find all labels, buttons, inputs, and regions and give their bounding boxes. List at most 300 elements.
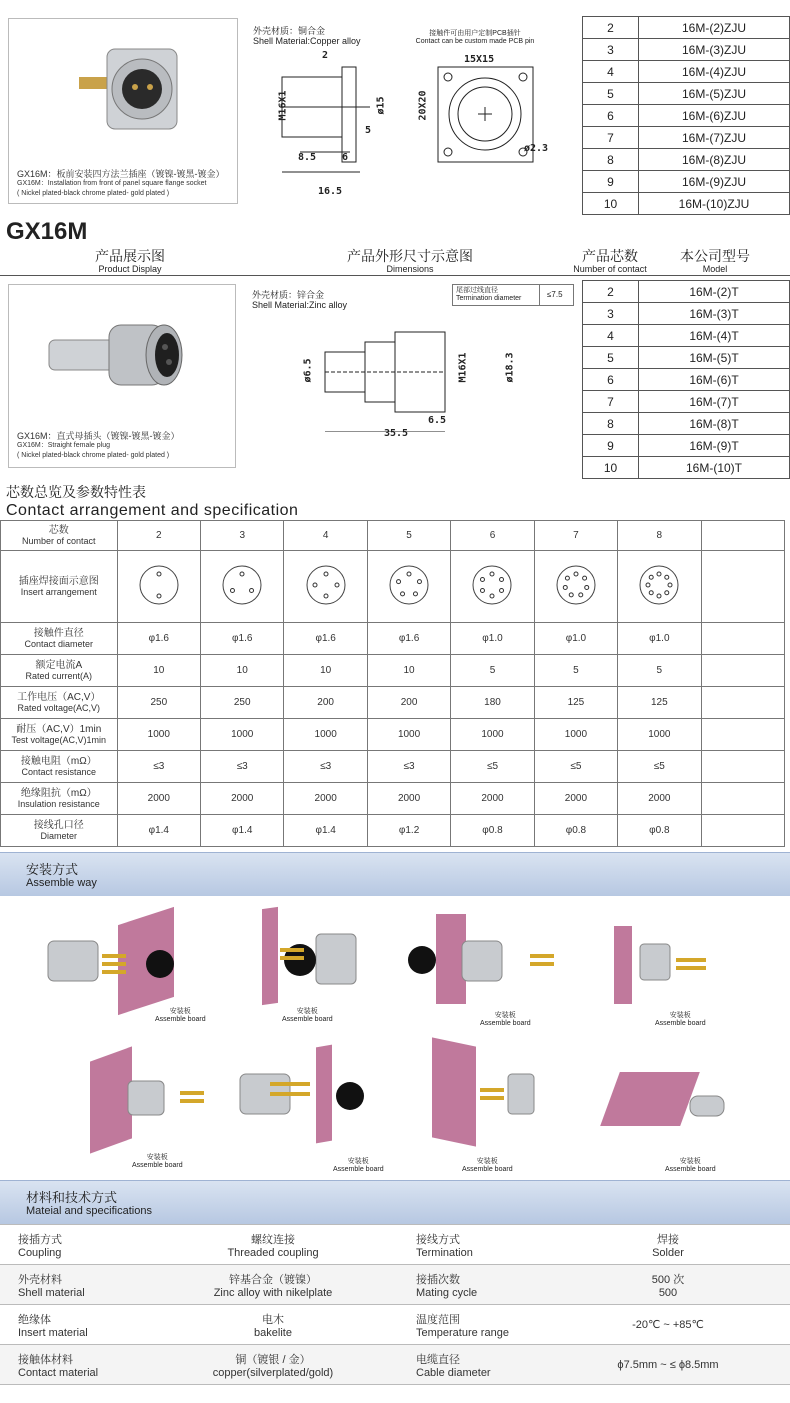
value-cell: 2000: [284, 783, 367, 815]
board-label-6-en: Assemble board: [333, 1166, 384, 1173]
model-cell: 16M-(9)ZJU: [639, 171, 790, 193]
material-a-en: Insert material: [18, 1326, 88, 1339]
value-cell: φ1.6: [367, 623, 450, 655]
model-row: [583, 325, 790, 347]
row-header: [1, 751, 118, 783]
value-cell: 1000: [534, 719, 617, 751]
material-row: [0, 1305, 790, 1345]
dim-15x15: 15X15: [464, 54, 495, 65]
material-c-en: Mating cycle: [416, 1286, 478, 1299]
material-a-cn: 绝缘体: [18, 1313, 51, 1326]
contact-title-en: Contact arrangement and specification: [6, 502, 299, 519]
model-cell: 16M-(3)ZJU: [639, 39, 790, 61]
shell-cn: 外壳材质：铜合金: [253, 26, 326, 36]
value-cell: 2000: [451, 783, 534, 815]
board-label-1-en: Assemble board: [155, 1016, 206, 1023]
value-cell: 2000: [367, 783, 450, 815]
top-row: [0, 0, 790, 212]
contact-count-cell: 6: [583, 369, 639, 391]
header-contact-cn: 产品芯数: [582, 248, 638, 264]
header-divider: [0, 275, 790, 276]
pcb-note: [400, 30, 550, 46]
dim-35-5: 35.5: [384, 428, 409, 439]
materials-title-cn: 材料和技术方式: [26, 1190, 118, 1205]
value-cell: 10: [201, 655, 284, 687]
board-label-5-en: Assemble board: [132, 1162, 183, 1169]
value-cell: φ1.0: [451, 623, 534, 655]
header-model-cn: 本公司型号: [680, 248, 750, 264]
value-cell: φ1.4: [201, 815, 284, 847]
caption-en1: GX16M：Installation from front of panel square flange socket: [17, 180, 207, 187]
board-label-5-cn: 安装板: [146, 1154, 168, 1161]
contact-count-cell: 10: [583, 457, 639, 479]
row-header-en: Insulation resistance: [17, 798, 100, 809]
model-row: [583, 457, 790, 479]
term-value: ≤7.5: [547, 290, 563, 299]
material-cell-b: [148, 1305, 398, 1345]
value-cell: [701, 751, 784, 783]
material-c-cn: 接线方式: [416, 1233, 460, 1246]
flange-socket-image: [9, 29, 237, 159]
dim-6-5a: ø6.5: [302, 358, 314, 383]
row-header-en: Test voltage(AC,V)1min: [11, 734, 107, 745]
model-row: [583, 281, 790, 303]
mid-caption: [17, 431, 235, 461]
value-cell: ≤3: [367, 751, 450, 783]
value-cell: [701, 687, 784, 719]
mid-caption-cn: GX16M：直式母插头（镀镍-镀黑-镀金）: [17, 431, 180, 441]
row-header-en: Contact diameter: [24, 638, 94, 649]
material-c-en: Termination: [416, 1246, 473, 1259]
material-a-cn: 接插方式: [18, 1233, 62, 1246]
contact-count-cell: 4: [583, 325, 639, 347]
material-cell-a: [0, 1345, 148, 1385]
value-cell: [618, 551, 701, 623]
model-row: [583, 171, 790, 193]
shell-material: [253, 26, 361, 46]
value-cell: 6: [451, 521, 534, 551]
value-cell: 1000: [367, 719, 450, 751]
value-cell: φ0.8: [618, 815, 701, 847]
material-cell-a: [0, 1305, 148, 1345]
model-cell: 16M-(8)ZJU: [639, 149, 790, 171]
dim-18-3: ø18.3: [504, 352, 516, 383]
value-cell: 10: [367, 655, 450, 687]
model-row: [583, 17, 790, 39]
row-header-cn: 工作电压（AC,V）: [17, 691, 101, 703]
material-b-en: bakelite: [254, 1326, 292, 1339]
value-cell: [534, 551, 617, 623]
materials-table: [0, 1224, 790, 1385]
board-label-1: [155, 1008, 206, 1024]
row-header: [1, 783, 118, 815]
value-cell: 10: [117, 655, 200, 687]
assemble-title-cn: 安装方式: [26, 862, 79, 877]
contact-row: [1, 719, 785, 751]
row-header-cn: 接线孔口径: [33, 819, 84, 831]
value-cell: 1000: [117, 719, 200, 751]
value-cell: 5: [534, 655, 617, 687]
value-cell: 180: [451, 687, 534, 719]
value-cell: [451, 551, 534, 623]
value-cell: [701, 783, 784, 815]
row-header-cn: 插座焊接面示意图: [18, 575, 99, 587]
material-a-en: Shell material: [18, 1286, 85, 1299]
material-row: [0, 1225, 790, 1265]
note-en: Contact can be custom made PCB pin: [415, 38, 535, 45]
top-model-table: [582, 16, 790, 215]
header-model: [670, 246, 760, 274]
contact-row: [1, 815, 785, 847]
model-row: [583, 369, 790, 391]
contact-row: [1, 783, 785, 815]
material-cell-c: [398, 1305, 546, 1345]
model-row: [583, 83, 790, 105]
contact-title-cn: 芯数总览及参数特性表: [6, 484, 146, 500]
value-cell: [367, 551, 450, 623]
board-label-3: [480, 1012, 531, 1028]
material-c-en: Temperature range: [416, 1326, 509, 1339]
contact-count-cell: 7: [583, 391, 639, 413]
board-label-2-en: Assemble board: [282, 1016, 333, 1023]
material-c-cn: 温度范围: [416, 1313, 460, 1326]
material-cell-d: [546, 1265, 790, 1305]
mid-shell-material: [252, 290, 347, 310]
model-cell: 16M-(6)T: [639, 369, 790, 391]
dim-8-5: 8.5: [298, 152, 317, 163]
mid-shell-cn: 外壳材质：锌合金: [252, 290, 325, 300]
board-label-6-cn: 安装板: [347, 1158, 369, 1165]
term-divider: [539, 285, 540, 305]
dim-6-5b: 6.5: [428, 415, 447, 426]
value-cell: φ1.6: [284, 623, 367, 655]
header-dim-cn: 产品外形尺寸示意图: [347, 248, 473, 264]
value-cell: [117, 551, 200, 623]
material-b-cn: 锌基合金（镀镍）: [229, 1273, 317, 1286]
assembly-parts: [0, 896, 790, 1178]
contact-count-cell: 10: [583, 193, 639, 215]
contact-count-cell: 2: [583, 281, 639, 303]
value-cell: 1000: [284, 719, 367, 751]
header-contact-en: Number of contact: [573, 264, 647, 274]
row-header-cn: 芯数: [48, 524, 69, 536]
material-b-cn: 铜（镀银 / 金）: [235, 1353, 311, 1366]
caption-en2: ( Nickel plated-black chrome plated- gold plated ): [17, 190, 170, 197]
material-cell-d: [546, 1225, 790, 1265]
row-header: [1, 551, 118, 623]
value-cell: 5: [367, 521, 450, 551]
model-row: [583, 39, 790, 61]
contact-row: [1, 521, 785, 551]
model-cell: 16M-(4)T: [639, 325, 790, 347]
row-header-en: Contact resistance: [21, 766, 97, 777]
insert-arrangement-6: [470, 563, 514, 607]
mid-model-table: [582, 280, 790, 479]
material-c-cn: 电缆直径: [416, 1353, 460, 1366]
termination-box: [452, 284, 574, 306]
material-b-en: copper(silverplated/gold): [212, 1366, 334, 1379]
dim-20x20: 20X20: [417, 90, 429, 121]
value-cell: 2: [117, 521, 200, 551]
contact-section-title: [6, 482, 298, 520]
materials-title-en: Mateial and specifications: [26, 1205, 152, 1217]
value-cell: 5: [618, 655, 701, 687]
mid-photo-frame: [8, 284, 236, 468]
materials-band: [0, 1180, 790, 1224]
value-cell: 200: [284, 687, 367, 719]
value-cell: ≤3: [284, 751, 367, 783]
board-label-4-cn: 安装板: [669, 1012, 691, 1019]
female-plug-image: [9, 295, 235, 425]
row-header-cn: 额定电流A: [35, 659, 83, 671]
value-cell: [701, 521, 784, 551]
value-cell: [201, 551, 284, 623]
value-cell: 1000: [451, 719, 534, 751]
board-label-4-en: Assemble board: [655, 1020, 706, 1027]
row-header: [1, 521, 118, 551]
row-header: [1, 815, 118, 847]
material-d-en: Solder: [652, 1246, 684, 1259]
value-cell: 2000: [618, 783, 701, 815]
contact-row: [1, 687, 785, 719]
material-cell-d: [546, 1305, 790, 1345]
value-cell: [701, 551, 784, 623]
material-cell-b: [148, 1225, 398, 1265]
material-d-cn: 500 次: [651, 1273, 685, 1286]
contact-count-cell: 9: [583, 435, 639, 457]
model-cell: 16M-(7)ZJU: [639, 127, 790, 149]
row-header: [1, 655, 118, 687]
value-cell: 2000: [117, 783, 200, 815]
insert-arrangement-8: [637, 563, 681, 607]
value-cell: 1000: [201, 719, 284, 751]
assemble-area: [0, 896, 790, 1178]
value-cell: 1000: [618, 719, 701, 751]
value-cell: φ0.8: [534, 815, 617, 847]
contact-count-cell: 2: [583, 17, 639, 39]
model-cell: 16M-(2)T: [639, 281, 790, 303]
model-row: [583, 391, 790, 413]
model-row: [583, 435, 790, 457]
header-dimensions: [330, 246, 490, 274]
value-cell: 125: [618, 687, 701, 719]
insert-arrangement-7: [554, 563, 598, 607]
socket-dimension-drawing: [260, 52, 590, 202]
row-header-cn: 接触电阻（mΩ）: [20, 755, 97, 767]
value-cell: φ0.8: [451, 815, 534, 847]
insert-arrangement-5: [387, 563, 431, 607]
value-cell: 250: [117, 687, 200, 719]
board-label-8-en: Assemble board: [665, 1166, 716, 1173]
insert-arrangement-2: [137, 563, 181, 607]
photo-caption: [17, 169, 239, 199]
header-model-en: Model: [702, 264, 728, 274]
board-label-3-en: Assemble board: [480, 1020, 531, 1027]
contact-count-cell: 5: [583, 347, 639, 369]
value-cell: ≤3: [201, 751, 284, 783]
material-cell-b: [148, 1345, 398, 1385]
model-cell: 16M-(7)T: [639, 391, 790, 413]
board-label-7-cn: 安装板: [476, 1158, 498, 1165]
model-cell: 16M-(8)T: [639, 413, 790, 435]
value-cell: φ1.6: [117, 623, 200, 655]
insert-arrangement-3: [220, 563, 264, 607]
contact-row: [1, 551, 785, 623]
value-cell: ≤3: [117, 751, 200, 783]
contact-row: [1, 751, 785, 783]
header-display-cn: 产品展示图: [95, 248, 165, 264]
value-cell: φ1.2: [367, 815, 450, 847]
row-header-cn: 绝缘阻抗（mΩ）: [20, 787, 97, 799]
material-a-en: Coupling: [18, 1246, 62, 1259]
header-display-en: Product Display: [98, 264, 162, 274]
contact-count-cell: 8: [583, 149, 639, 171]
material-cell-c: [398, 1345, 546, 1385]
header-contact: [560, 246, 660, 274]
material-a-cn: 外壳材料: [18, 1273, 62, 1286]
value-cell: [701, 655, 784, 687]
model-row: [583, 127, 790, 149]
value-cell: 4: [284, 521, 367, 551]
plug-dimension-drawing: [300, 322, 500, 432]
value-cell: 8: [618, 521, 701, 551]
dim-2-3: ø2.3: [524, 143, 549, 154]
contact-row: [1, 623, 785, 655]
value-cell: 250: [201, 687, 284, 719]
dim-5: 5: [365, 125, 372, 136]
board-label-6: [333, 1158, 384, 1174]
contact-count-cell: 4: [583, 61, 639, 83]
value-cell: ≤5: [451, 751, 534, 783]
row-header: [1, 687, 118, 719]
product-photo-frame: [8, 18, 238, 204]
value-cell: 200: [367, 687, 450, 719]
header-dim-en: Dimensions: [386, 264, 434, 274]
mid-caption-en1: GX16M：Straight female plug: [17, 442, 110, 449]
value-cell: 5: [451, 655, 534, 687]
material-cell-a: [0, 1265, 148, 1305]
material-b-en: Zinc alloy with nikelplate: [213, 1286, 333, 1299]
value-cell: ≤5: [534, 751, 617, 783]
row-header-en: Rated current(A): [25, 670, 93, 681]
value-cell: φ1.6: [201, 623, 284, 655]
model-cell: 16M-(10)ZJU: [639, 193, 790, 215]
value-cell: [284, 551, 367, 623]
material-d-cn: 焊接: [657, 1233, 679, 1246]
dim-2: 2: [322, 50, 329, 61]
dim-15: ø15: [375, 96, 387, 115]
model-row: [583, 149, 790, 171]
material-b-en: Threaded coupling: [227, 1246, 319, 1259]
material-cell-d: [546, 1345, 790, 1385]
board-label-1-cn: 安装板: [169, 1008, 191, 1015]
material-cell-c: [398, 1265, 546, 1305]
model-row: [583, 193, 790, 215]
board-label-8-cn: 安装板: [679, 1158, 701, 1165]
note-cn: 接触件可由用户定制PCB插针: [429, 30, 521, 37]
board-label-2-cn: 安装板: [296, 1008, 318, 1015]
series-title: GX16M: [6, 218, 88, 245]
value-cell: 2000: [201, 783, 284, 815]
caption-cn: GX16M：板前安装四方法兰插座（镀镍-镀黑-镀金）: [17, 169, 225, 179]
value-cell: φ1.4: [284, 815, 367, 847]
value-cell: [701, 623, 784, 655]
value-cell: φ1.0: [618, 623, 701, 655]
material-d-en: 500: [658, 1286, 678, 1299]
assemble-band: [0, 852, 790, 896]
contact-row: [1, 655, 785, 687]
value-cell: φ1.0: [534, 623, 617, 655]
board-label-5: [132, 1154, 183, 1170]
board-label-7: [462, 1158, 513, 1174]
model-row: [583, 413, 790, 435]
model-row: [583, 347, 790, 369]
row-header: [1, 623, 118, 655]
term-label: [456, 287, 536, 303]
contact-count-cell: 6: [583, 105, 639, 127]
model-cell: 16M-(10)T: [639, 457, 790, 479]
material-cell-b: [148, 1265, 398, 1305]
value-cell: 2000: [534, 783, 617, 815]
dim-m16: M16X1: [277, 90, 289, 121]
material-cell-c: [398, 1225, 546, 1265]
row-header-cn: 接触件直径: [33, 627, 84, 639]
value-cell: 7: [534, 521, 617, 551]
model-row: [583, 105, 790, 127]
model-cell: 16M-(3)T: [639, 303, 790, 325]
insert-arrangement-4: [304, 563, 348, 607]
material-a-en: Contact material: [18, 1366, 99, 1379]
material-c-en: Cable diameter: [416, 1366, 491, 1379]
value-cell: φ1.4: [117, 815, 200, 847]
value-cell: 10: [284, 655, 367, 687]
contact-count-cell: 3: [583, 39, 639, 61]
value-cell: ≤5: [618, 751, 701, 783]
contact-count-cell: 3: [583, 303, 639, 325]
value-cell: [701, 815, 784, 847]
mid-shell-en: Shell Material:Zinc alloy: [252, 300, 348, 310]
board-label-8: [665, 1158, 716, 1174]
row-header-en: Diameter: [40, 830, 78, 841]
value-cell: 3: [201, 521, 284, 551]
assemble-title-en: Assemble way: [26, 877, 97, 889]
material-d-cn: -20℃ ~ +85℃: [632, 1319, 704, 1331]
model-cell: 16M-(2)ZJU: [639, 17, 790, 39]
dim-m16-mid: M16X1: [457, 352, 469, 383]
model-cell: 16M-(5)ZJU: [639, 83, 790, 105]
mid-caption-en2: ( Nickel plated-black chrome plated- gold plated ): [17, 452, 170, 459]
model-cell: 16M-(5)T: [639, 347, 790, 369]
board-label-2: [282, 1008, 333, 1024]
contact-count-cell: 8: [583, 413, 639, 435]
material-row: [0, 1345, 790, 1385]
material-cell-a: [0, 1225, 148, 1265]
dim-16-5: 16.5: [318, 186, 343, 197]
material-b-cn: 电木: [262, 1313, 284, 1326]
value-cell: 125: [534, 687, 617, 719]
contact-count-cell: 9: [583, 171, 639, 193]
shell-en: Shell Material:Copper alloy: [253, 36, 361, 46]
contact-table: [0, 520, 785, 847]
row-header-en: Insert arrangement: [20, 586, 97, 597]
row-header-cn: 耐压（AC,V）1min: [16, 723, 102, 735]
dim-6: 6: [342, 152, 349, 163]
board-label-3-cn: 安装板: [494, 1012, 516, 1019]
contact-count-cell: 5: [583, 83, 639, 105]
term-cn: 尾部过线直径: [456, 287, 498, 294]
model-row: [583, 303, 790, 325]
row-header-en: Number of contact: [22, 535, 96, 546]
